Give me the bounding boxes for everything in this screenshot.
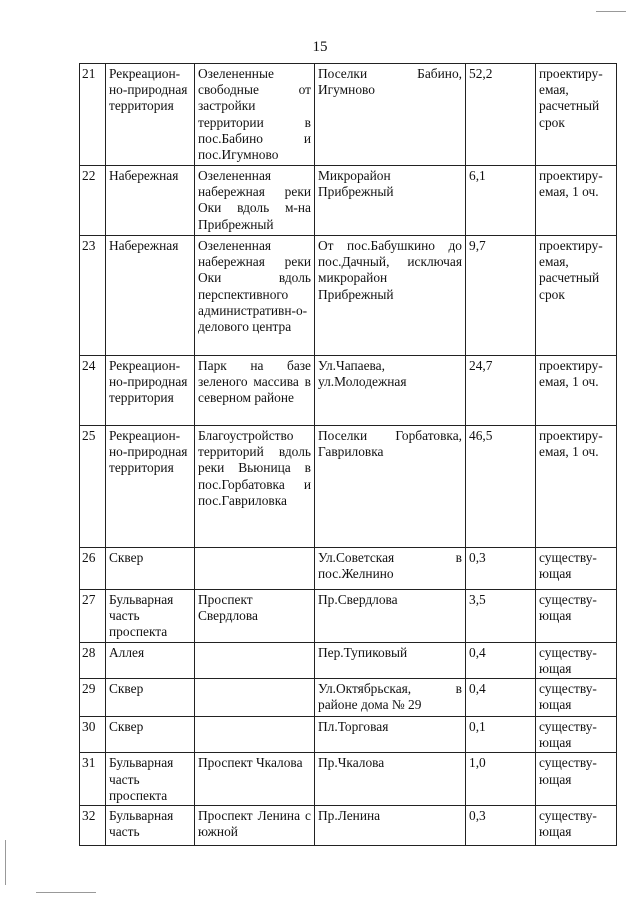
table-cell-status: существу-ющая (536, 717, 617, 753)
table-cell-description: Проспект Чкалова (195, 753, 315, 806)
table-cell-status: существу-ющая (536, 679, 617, 717)
table-row (80, 642, 617, 678)
scan-edge-mark (596, 11, 626, 12)
table-cell-area: 52,2 (466, 64, 536, 166)
table-cell-description (195, 717, 315, 753)
table-cell-type: Бульварная часть проспекта (106, 753, 195, 806)
table-cell-description (195, 642, 315, 678)
table-cell-location: Микрорайон Прибрежный (315, 166, 466, 236)
table-cell-description: Проспект Свердлова (195, 590, 315, 643)
table-row (80, 236, 617, 356)
table-cell-number: 29 (80, 679, 106, 717)
table-cell-location: Пр.Чкалова (315, 753, 466, 806)
table-cell-type: Аллея (106, 642, 195, 678)
table-cell-type: Бульварная часть проспекта (106, 590, 195, 643)
table-cell-status: проектиру-емая, 1 оч. (536, 166, 617, 236)
table-cell-location: От пос.Бабушкино до пос.Дачный, исключая микрорайон Прибрежный (315, 236, 466, 356)
table-cell-type: Бульварная часть (106, 806, 195, 846)
table-cell-area: 0,1 (466, 717, 536, 753)
table-cell-type: Набережная (106, 166, 195, 236)
table-cell-type: Рекреацион-но-природная территория (106, 426, 195, 548)
table-cell-area: 0,3 (466, 548, 536, 590)
table-cell-description: Проспект Ленина с южной (195, 806, 315, 846)
table-cell-status: существу-ющая (536, 548, 617, 590)
table-cell-description: Озелененные свободные от застройки территории в пос.Бабино и пос.Игумново (195, 64, 315, 166)
table-cell-description: Парк на базе зеленого массива в северном районе (195, 356, 315, 426)
table-cell-location: Поселки Горбатовка, Гавриловка (315, 426, 466, 548)
table-cell-type: Набережная (106, 236, 195, 356)
table-cell-number: 26 (80, 548, 106, 590)
table-row (80, 717, 617, 753)
table-cell-type: Сквер (106, 679, 195, 717)
table-cell-description: Озелененная набережная реки Оки вдоль перспективного административн-о-делового центра (195, 236, 315, 356)
table-cell-area: 6,1 (466, 166, 536, 236)
table-cell-location: Пр.Ленина (315, 806, 466, 846)
table-row (80, 426, 617, 548)
table-cell-location: Ул.Советская в пос.Желнино (315, 548, 466, 590)
table-cell-number: 23 (80, 236, 106, 356)
table-cell-location: Ул.Октябрьская, в районе дома № 29 (315, 679, 466, 717)
table-cell-number: 28 (80, 642, 106, 678)
table-cell-status: проектиру-емая, 1 оч. (536, 356, 617, 426)
table-cell-status: проектиру-емая, расчетный срок (536, 64, 617, 166)
table-cell-status: существу-ющая (536, 753, 617, 806)
table-cell-status: существу-ющая (536, 642, 617, 678)
table-cell-status: проектиру-емая, расчетный срок (536, 236, 617, 356)
table-cell-number: 31 (80, 753, 106, 806)
table-cell-type: Сквер (106, 548, 195, 590)
table-cell-location: Поселки Бабино, Игумново (315, 64, 466, 166)
table-row (80, 64, 617, 166)
table-cell-area: 0,3 (466, 806, 536, 846)
table-cell-type: Рекреацион-но-природная территория (106, 356, 195, 426)
table-cell-status: существу-ющая (536, 590, 617, 643)
table-row (80, 679, 617, 717)
table-row (80, 356, 617, 426)
table-cell-number: 30 (80, 717, 106, 753)
table-cell-number: 21 (80, 64, 106, 166)
table-cell-location: Пр.Свердлова (315, 590, 466, 643)
table-cell-area: 9,7 (466, 236, 536, 356)
table-cell-number: 32 (80, 806, 106, 846)
green-zones-table (79, 63, 617, 846)
table-cell-status: существу-ющая (536, 806, 617, 846)
table-cell-description: Озелененная набережная реки Оки вдоль м-на Прибрежный (195, 166, 315, 236)
page-number: 15 (312, 39, 328, 55)
table-cell-number: 22 (80, 166, 106, 236)
table-cell-type: Сквер (106, 717, 195, 753)
table-cell-status: проектиру-емая, 1 оч. (536, 426, 617, 548)
scan-edge-mark (36, 892, 96, 893)
table-cell-location: Пл.Торговая (315, 717, 466, 753)
table-cell-type: Рекреацион-но-природная территория (106, 64, 195, 166)
table-cell-location: Пер.Тупиковый (315, 642, 466, 678)
table-row (80, 753, 617, 806)
table-cell-number: 25 (80, 426, 106, 548)
table-cell-area: 46,5 (466, 426, 536, 548)
table-cell-location: Ул.Чапаева, ул.Молодежная (315, 356, 466, 426)
table-cell-area: 1,0 (466, 753, 536, 806)
table-cell-area: 3,5 (466, 590, 536, 643)
table-cell-number: 24 (80, 356, 106, 426)
table-row (80, 590, 617, 643)
table-body (80, 64, 617, 846)
table-cell-description: Благоустройство территорий вдоль реки Вьюница в пос.Горбатовка и пос.Гавриловка (195, 426, 315, 548)
table-cell-area: 24,7 (466, 356, 536, 426)
scan-edge-mark (5, 840, 6, 885)
table-row (80, 166, 617, 236)
table-cell-number: 27 (80, 590, 106, 643)
table-cell-area: 0,4 (466, 679, 536, 717)
table-row (80, 806, 617, 846)
table-cell-description (195, 548, 315, 590)
table-cell-area: 0,4 (466, 642, 536, 678)
table-row (80, 548, 617, 590)
table-cell-description (195, 679, 315, 717)
